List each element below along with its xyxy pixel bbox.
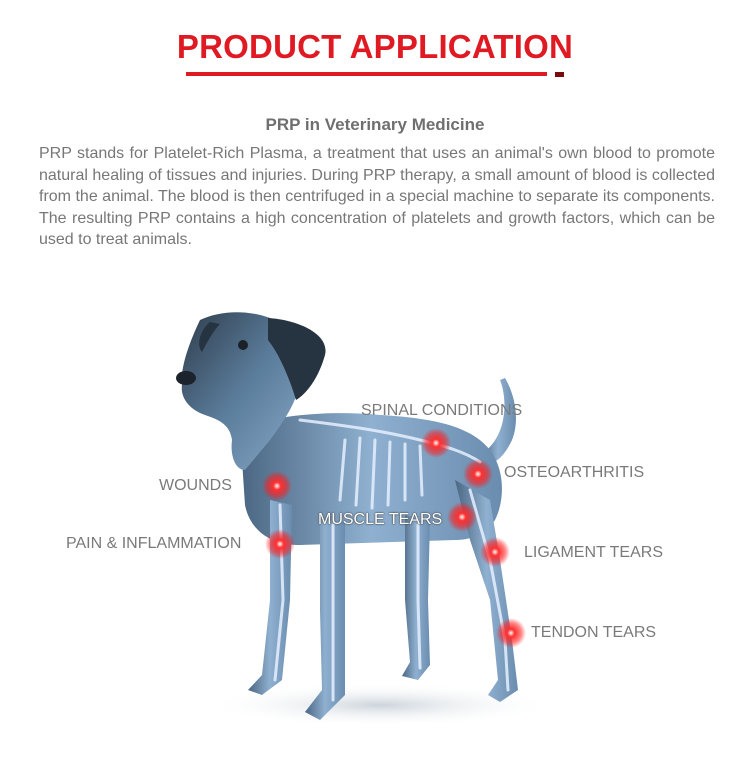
label-tendon-tears: TENDON TEARS <box>531 624 657 641</box>
label-wounds: WOUNDS <box>159 477 232 494</box>
label-muscle-tears: MUSCLE TEARS <box>318 511 443 528</box>
title-underline-accent <box>555 72 564 77</box>
page-title: PRODUCT APPLICATION <box>176 28 574 65</box>
section-description: PRP stands for Platelet-Rich Plasma, a treatment that uses an animal's own blood to promote natural healing of tissues and injuries. During PRP therapy, a small amount of blood is collected from the animal. The blood is then centrifuged in a special machine to separate its components. The resulting PRP contains a high concentration of platelets and growth factors, which can be used to treat animals. <box>39 145 715 248</box>
section-subtitle: PRP in Veterinary Medicine <box>265 115 485 134</box>
label-pain-inflammation: PAIN & INFLAMMATION <box>66 535 242 552</box>
label-osteoarthritis: OSTEOARTHRITIS <box>504 464 645 481</box>
title-underline <box>186 72 547 76</box>
label-spinal-conditions: SPINAL CONDITIONS <box>361 402 523 419</box>
label-ligament-tears: LIGAMENT TEARS <box>524 544 663 561</box>
dog-xray-figure <box>0 290 750 750</box>
